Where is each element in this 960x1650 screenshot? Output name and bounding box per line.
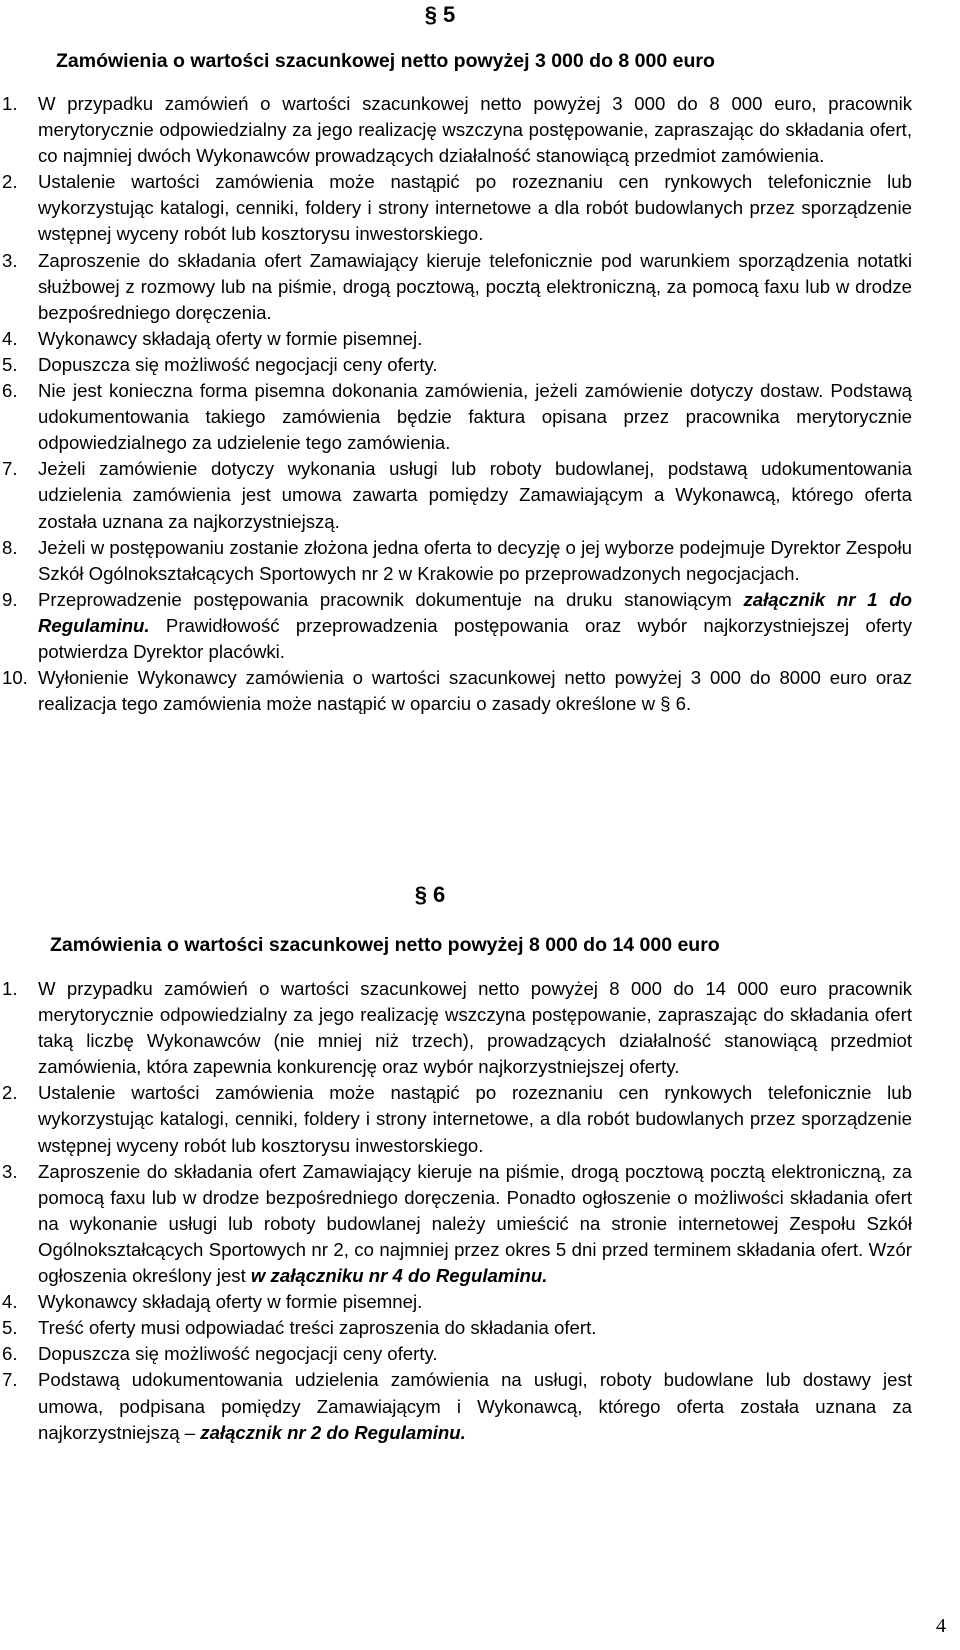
list-item: 3. Zaproszenie do składania ofert Zamawiający kieruje telefonicznie pod warunkiem sporządzenia notatki służbowej z rozmowy lub na piśmie, drogą pocztową, pocztą elektroniczną, za pomocą faxu lub w drodze bezpośredniego doręczenia. bbox=[2, 249, 912, 323]
list-item: 6. Dopuszcza się możliwość negocjacji ceny oferty. bbox=[2, 1343, 438, 1365]
section-5-list bbox=[0, 91, 912, 717]
section-title: Zamówienia o wartości szacunkowej netto powyżej 3 000 do 8 000 euro bbox=[56, 50, 715, 72]
list-item: 4. Wykonawcy składają oferty w formie pisemnej. bbox=[2, 1291, 423, 1313]
list-item: 7. Jeżeli zamówienie dotyczy wykonania usługi lub roboty budowlanej, podstawą udokumentowania udzielenia zamówienia jest umowa zawarta pomiędzy Zamawiającym a Wykonawcą, którego oferta została uznana za najkorzystniejszą. bbox=[2, 458, 912, 532]
list-item: 6. Nie jest konieczna forma pisemna dokonania zamówienia, jeżeli zamówienie dotyczy dostaw. Podstawą udokumentowania takiego zamówienia będzie faktura opisana przez pracownika merytorycznie odpowiedzialnego za udzielenie tego zamówienia. bbox=[2, 380, 912, 454]
list-item: 2. Ustalenie wartości zamówienia może nastąpić po rozeznaniu cen rynkowych telefonicznie lub wykorzystując katalogi, cenniki, foldery i strony internetowe a dla robót budowlanych przez sporządzenie wstępnej wyceny robót lub kosztorysu inwestorskiego. bbox=[2, 171, 912, 245]
list-item: 4. Wykonawcy składają oferty w formie pisemnej. bbox=[2, 327, 423, 349]
list-item: 1. W przypadku zamówień o wartości szacunkowej netto powyżej 8 000 do 14 000 euro pracownik merytorycznie odpowiedzialny za jego realizację wszczyna postępowanie, zapraszając do składania ofert taką liczbę Wykonawców (nie mniej niż trzech), prowadzących działalność stanowiącą przedmiot zamówienia, która zapewnia konkurencję oraz wybór najkorzystniejszej oferty. bbox=[2, 978, 912, 1078]
section-heading: § 6 bbox=[414, 882, 446, 907]
list-item: 2. Ustalenie wartości zamówienia może nastąpić po rozeznaniu cen rynkowych telefonicznie lub wykorzystując katalogi, cenniki, foldery i strony internetowe, a dla robót budowlanych przez sporządzenie wstępnej wyceny robót lub kosztorysu inwestorskiego. bbox=[2, 1082, 912, 1156]
list-item: 7. Podstawą udokumentowania udzielenia zamówienia na usługi, roboty budowlane lub dostawy jest umowa, podpisana pomiędzy Zamawiającym i Wykonawcą, którego oferta została uznana za najkorzystniejszą – załącznik nr 2 do Regulaminu. bbox=[2, 1369, 912, 1443]
section-heading: § 5 bbox=[424, 2, 456, 27]
list-item: 5. Dopuszcza się możliwość negocjacji ceny oferty. bbox=[2, 353, 438, 375]
list-item: 10. Wyłonienie Wykonawcy zamówienia o wartości szacunkowej netto powyżej 3 000 do 8000 euro oraz realizacja tego zamówienia może nastąpić w oparciu o zasady określone w § 6. bbox=[2, 667, 912, 715]
list-item: 1. W przypadku zamówień o wartości szacunkowej netto powyżej 3 000 do 8 000 euro, pracownik merytorycznie odpowiedzialny za jego realizację wszczyna postępowanie, zapraszając do składania ofert, co najmniej dwóch Wykonawców prowadzących działalność stanowiącą przedmiot zamówienia. bbox=[2, 93, 912, 167]
section-6-list bbox=[0, 976, 912, 1446]
list-item: 8. Jeżeli w postępowaniu zostanie złożona jedna oferta to decyzję o jej wyborze podejmuje Dyrektor Zespołu Szkół Ogólnokształcących Sportowych nr 2 w Krakowie po przeprowadzonych negocjacjach. bbox=[2, 536, 912, 584]
list-item: 9. Przeprowadzenie postępowania pracownik dokumentuje na druku stanowiącym załącznik nr 1 do Regulaminu. Prawidłowość przeprowadzenia postępowania oraz wybór najkorzystniejszej oferty potwierdza Dyrektor placówki. bbox=[2, 588, 912, 662]
page-number: 4 bbox=[936, 1615, 946, 1637]
list-item: 5. Treść oferty musi odpowiadać treści zaproszenia do składania ofert. bbox=[2, 1317, 597, 1339]
list-item: 3. Zaproszenie do składania ofert Zamawiający kieruje na piśmie, drogą pocztową pocztą elektroniczną, za pomocą faxu lub w drodze bezpośredniego doręczenia. Ponadto ogłoszenie o możliwości składania ofert na wykonanie usługi lub roboty budowlanej należy umieścić na stronie internetowej Zespołu Szkół Ogólnokształcących Sportowych nr 2, co najmniej przez okres 5 dni przed terminem składania ofert. Wzór ogłoszenia określony jest w załączniku nr 4 do Regulaminu. bbox=[2, 1160, 912, 1287]
section-title: Zamówienia o wartości szacunkowej netto powyżej 8 000 do 14 000 euro bbox=[50, 934, 720, 956]
